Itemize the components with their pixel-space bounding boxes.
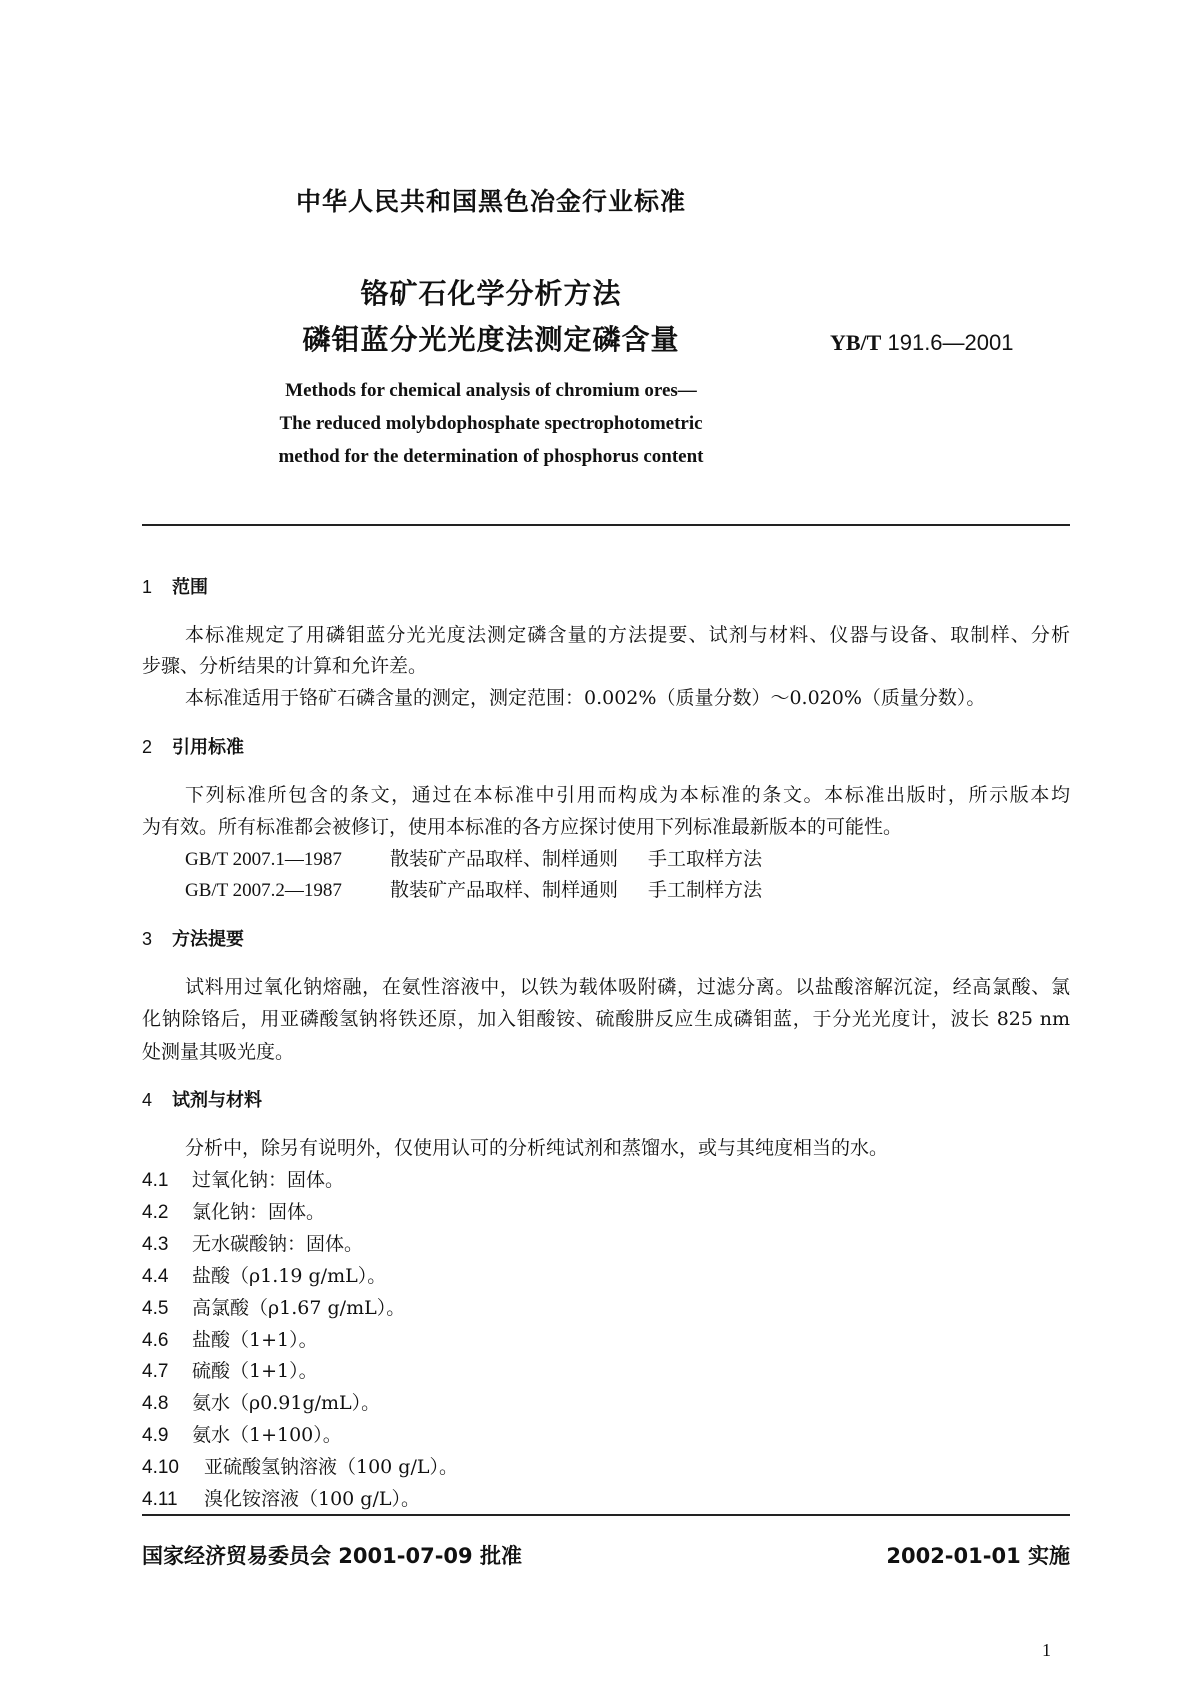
section-title: 试剂与材料 [172,1090,262,1111]
reagent-text: 高氯酸（ρ1.67 g/mL）。 [192,1296,406,1319]
reagent-text: 亚硫酸氢钠溶液（100 g/L）。 [204,1456,458,1479]
body-line: 试料用过氧化钠熔融，在氨性溶液中，以铁为载体吸附磷，过滤分离。以盐酸溶解沉淀，经高氯酸、氯 [185,976,1070,998]
section-heading-4 [142,1086,262,1112]
english-title-line-3: method for the determination of phosphorus content [278,446,704,467]
reagent-number: 4.8 [142,1393,169,1415]
document-title-line-1: 铬矿石化学分析方法 [360,277,622,310]
english-title-line-2: The reduced molybdophosphate spectrophotometric [279,413,703,434]
section-number: 3 [142,929,153,949]
section-title: 引用标准 [172,737,244,758]
section-title: 范围 [172,577,208,598]
standard-code-prefix: YB/T [830,330,882,355]
reagent-text: 溴化铵溶液（100 g/L）。 [204,1488,420,1510]
reagent-item [142,1229,363,1256]
reagent-item [142,1356,318,1383]
reference-title: 散装矿产品取样、制样通则 [390,879,619,901]
reagent-item [142,1293,405,1320]
reference-standard [185,875,762,902]
section-heading-2 [142,733,244,759]
reagent-item [142,1452,458,1479]
body-line: 下列标准所包含的条文，通过在本标准中引用而构成为本标准的条文。本标准出版时，所示版本均 [185,784,1070,806]
reference-standard [185,844,762,871]
reagent-item [142,1165,344,1192]
reagent-number: 4.5 [142,1297,169,1319]
body-line: 本标准规定了用磷钼蓝分光光度法测定磷含量的方法提要、试剂与材料、仪器与设备、取制样、分析 [185,624,1070,646]
header-divider [142,524,1070,526]
implementation-date: 2002-01-01 实施 [886,1544,1070,1568]
body-line: 步骤、分析结果的计算和允许差。 [142,655,428,677]
reagent-number: 4.2 [142,1201,169,1223]
reference-title: 散装矿产品取样、制样通则 [390,848,619,870]
reagent-text: 无水碳酸钠：固体。 [192,1232,364,1255]
reagent-number: 4.4 [142,1265,169,1287]
reagent-number: 4.7 [142,1361,169,1383]
page-number: 1 [1042,1640,1051,1660]
standard-code [830,330,1013,356]
reagent-text: 盐酸（1+1）。 [192,1328,318,1351]
section-heading-1 [142,573,208,599]
reagent-item [142,1388,380,1415]
section-number: 1 [142,577,153,597]
reference-subtitle: 手工取样方法 [648,848,763,870]
section-number: 4 [142,1090,153,1110]
footer-divider [142,1514,1070,1516]
approval-date: 国家经济贸易委员会 2001-07-09 批准 [142,1544,522,1568]
reagent-number: 4.10 [142,1457,179,1479]
reagent-text: 氨水（ρ0.91g/mL）。 [192,1392,381,1415]
reagent-text: 氯化钠：固体。 [192,1200,326,1223]
reagent-text: 硫酸（1+1）。 [192,1360,318,1383]
reagent-number: 4.3 [142,1233,169,1255]
document-title-line-2: 磷钼蓝分光光度法测定磷含量 [302,323,680,356]
section-title: 方法提要 [172,929,244,950]
body-line: 分析中，除另有说明外，仅使用认可的分析纯试剂和蒸馏水，或与其纯度相当的水。 [185,1137,889,1159]
reagent-number: 4.11 [142,1489,178,1510]
body-line: 化钠除铬后，用亚磷酸氢钠将铁还原，加入钼酸铵、硫酸肼反应生成磷钼蓝，于分光光度计，波长 825 nm [142,1008,1070,1030]
reference-code: GB/T 2007.2—1987 [185,880,342,901]
reagent-text: 盐酸（ρ1.19 g/mL）。 [192,1264,387,1287]
reagent-item [142,1325,318,1352]
reagent-number: 4.9 [142,1425,169,1447]
reagent-text: 氨水（1+100）。 [192,1424,342,1447]
body-line: 处测量其吸光度。 [142,1041,295,1063]
body-line: 为有效。所有标准都会被修订，使用本标准的各方应探讨使用下列标准最新版本的可能性。 [142,816,903,838]
english-title-line-1: Methods for chemical analysis of chromium ores— [285,380,697,401]
reference-code: GB/T 2007.1—1987 [185,849,342,870]
reagent-text: 过氧化钠：固体。 [192,1169,345,1191]
reagent-item [142,1261,386,1288]
reagent-item [142,1197,325,1224]
reagent-number: 4.1 [142,1170,169,1191]
reagent-item [142,1484,420,1511]
section-heading-3 [142,925,244,951]
standard-code-number: 191.6—2001 [887,330,1014,355]
section-number: 2 [142,737,153,757]
body-line: 本标准适用于铬矿石磷含量的测定，测定范围：0.002%（质量分数）～0.020%（质量分数）。 [185,687,986,709]
reagent-item [142,1420,342,1447]
industry-standard-heading: 中华人民共和国黑色冶金行业标准 [295,187,686,216]
reagent-number: 4.6 [142,1329,169,1351]
reference-subtitle: 手工制样方法 [648,879,763,901]
